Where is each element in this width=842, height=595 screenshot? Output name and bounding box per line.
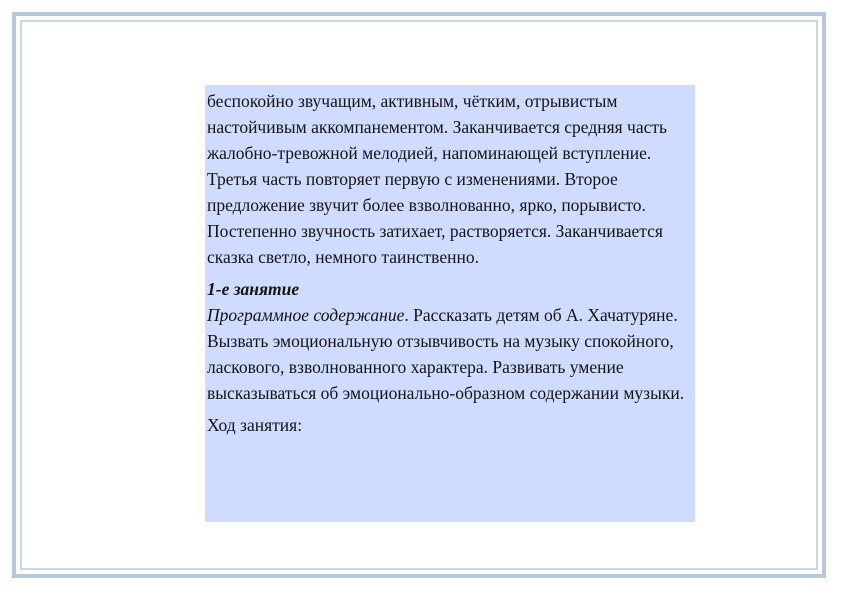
lesson-heading: 1-е занятие (207, 279, 300, 299)
paragraph-lesson (207, 276, 693, 406)
lesson-progress: Ход занятия: (207, 415, 303, 435)
program-content-label: Программное содержание (207, 305, 405, 325)
program-content-text: . Рассказать детям об А. Хачатуряне. Вызвать эмоциональную отзывчивость на музыку спокойного, ласкового, взволнованного характера. Развивать умение высказываться об эмоционально-образном содержании музыки. (207, 305, 685, 403)
paragraph-description: беспокойно звучащим, активным, чётким, отрывистым настойчивым аккомпанементом. Заканчивается средняя часть жалобно-тревожной мелодией, напоминающей вступление. Третья часть повторяет первую с изменениями. Второе предложение звучит более взволнованно, ярко, порывисто. Постепенно звучность затихает, растворяется. Заканчивается сказка светло, немного таинственно. (207, 91, 668, 267)
text-box (205, 85, 695, 522)
